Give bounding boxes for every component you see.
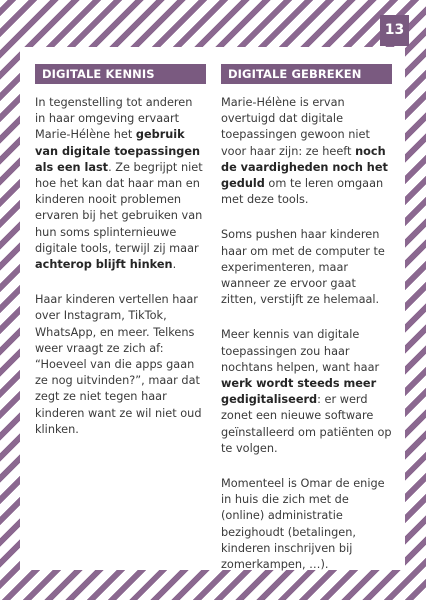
text-run: . xyxy=(172,258,177,272)
text-run: : er werd zonet een nieuwe software geïnstalleerd om patiënten op te volgen. xyxy=(221,393,392,455)
section-header-digitale-gebreken: DIGITALE GEBREKEN xyxy=(221,64,392,84)
text-run: Haar kinderen vertellen haar over Instagram, TikTok, WhatsApp, en meer. Telkens weer vraagt ze zich af: “Hoeveel van die apps gaan ze nog uitvinden?”, maar dat zegt ze niet tegen haar kinderen want ze wil niet oud klinken. xyxy=(35,293,202,436)
bold-text: achterop blijft hinken xyxy=(35,258,173,272)
content-panel xyxy=(20,47,405,570)
text-run: Soms pushen haar kinderen haar om met de computer te experimenteren, maar wanneer ze ervoor gaat zitten, verstijft ze helemaal. xyxy=(221,228,385,307)
bold-text: gebruik van digitale toepassingen als een last xyxy=(35,128,201,174)
column-digitale-gebreken xyxy=(221,64,392,592)
text-run: In tegenstelling tot anderen in haar omgeving ervaart Marie-Hélène het xyxy=(35,96,193,142)
text-run: Momenteel is Omar de enige in huis die zich met de (online) administratie bezighoudt (betalingen, kinderen inschrijven bij zomerkampen, …). xyxy=(221,477,385,572)
text-run: Meer kennis van digitale toepassingen zou haar nochtans helpen, want haar xyxy=(221,328,380,374)
paragraph xyxy=(35,292,206,438)
paragraph xyxy=(221,327,392,457)
paragraph xyxy=(221,95,392,208)
section-body-digitale-kennis xyxy=(35,95,206,438)
column-digitale-kennis xyxy=(35,64,206,457)
text-run: Marie-Hélène is ervan overtuigd dat digitale toepassingen gewoon niet voor haar zijn: ze heeft xyxy=(221,96,370,158)
paragraph xyxy=(221,476,392,573)
bold-text: werk wordt steeds meer gedigitaliseerd xyxy=(221,377,377,407)
page-number: 13 xyxy=(380,15,409,46)
paragraph xyxy=(35,95,206,273)
text-run: om te leren omgaan met deze tools. xyxy=(221,177,384,207)
section-header-digitale-kennis: DIGITALE KENNIS xyxy=(35,64,206,84)
paragraph xyxy=(221,227,392,308)
text-run: . Ze begrijpt niet hoe het kan dat haar man en kinderen nooit problemen ervaren bij het gebruiken van hun soms splinternieuwe digitale tools, terwijl zij maar xyxy=(35,160,203,255)
bold-text: noch de vaardigheden noch het geduld xyxy=(221,144,388,191)
section-body-digitale-gebreken xyxy=(221,95,392,573)
